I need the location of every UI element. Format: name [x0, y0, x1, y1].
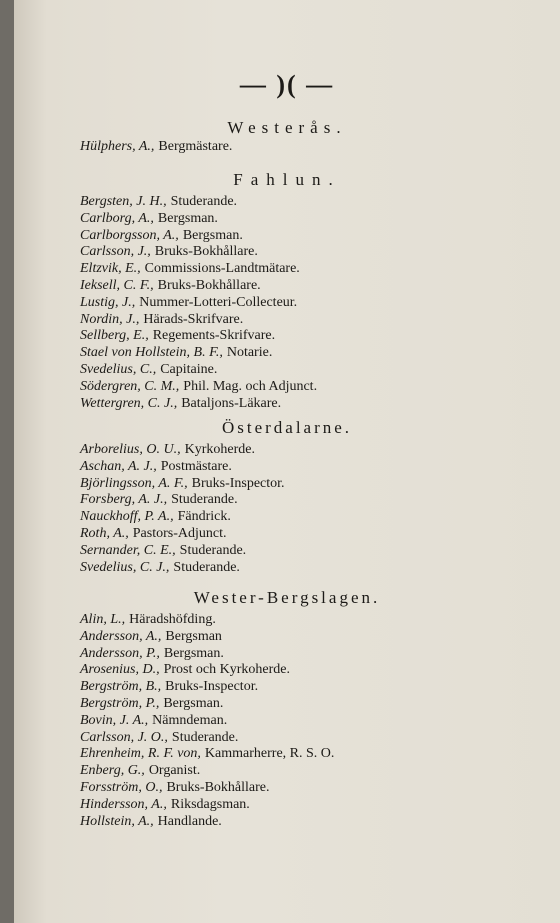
- list-item: Andersson, P., Bergsman.: [80, 645, 224, 661]
- section-osterdalarne-list: [80, 442, 285, 576]
- list-item: Nordin, J., Härads-Skrifvare.: [80, 311, 244, 327]
- list-item: Svedelius, C., Capitaine.: [80, 361, 218, 377]
- list-item: Bergsten, J. H., Studerande.: [80, 194, 238, 209]
- list-item: Carlsson, J. O., Studerande.: [80, 729, 239, 745]
- list-item: Roth, A., Pastors-Adjunct.: [80, 525, 227, 541]
- list-item: Lustig, J., Nummer-Lotteri-Collecteur.: [80, 294, 298, 310]
- list-item: Forsberg, A. J., Studerande.: [80, 492, 238, 508]
- section-title: Westerås.: [227, 118, 347, 137]
- list-item: Forsström, O., Bruks-Bokhållare.: [80, 779, 270, 795]
- list-item: Hollstein, A., Handlande.: [80, 813, 222, 829]
- list-item: Wettergren, C. J., Bataljons-Läkare.: [80, 395, 282, 411]
- list-item: Bergström, B., Bruks-Inspector.: [80, 679, 259, 695]
- list-item: Stael von Hollstein, B. F., Notarie.: [80, 345, 273, 361]
- section-fahlun-list: [80, 194, 317, 412]
- list-item: Hindersson, A., Riksdagsman.: [80, 796, 250, 812]
- section-wester-bergslagen-list: [80, 612, 334, 830]
- section-title: Fahlun.: [233, 170, 341, 189]
- section-fahlun-heading: [14, 170, 560, 190]
- list-item: Svedelius, C. J., Studerande.: [80, 559, 240, 575]
- ornament-header: — )( —: [239, 70, 335, 99]
- list-item: Carlborg, A., Bergsman.: [80, 210, 218, 226]
- list-item: Alin, L., Häradshöfding.: [80, 612, 216, 627]
- section-osterdalarne-heading: [14, 418, 560, 438]
- list-item: Carlborgsson, A., Bergsman.: [80, 227, 243, 243]
- list-item: Ieksell, C. F., Bruks-Bokhållare.: [80, 277, 261, 293]
- list-item: Aschan, A. J., Postmästare.: [80, 458, 232, 474]
- list-item: Eltzvik, E., Commissions-Landtmätare.: [80, 261, 300, 277]
- list-item: Carlsson, J., Bruks-Bokhållare.: [80, 244, 258, 260]
- list-item: Björlingsson, A. F., Bruks-Inspector.: [80, 475, 285, 491]
- book-page: [14, 0, 560, 923]
- list-item: Bovin, J. A., Nämndeman.: [80, 712, 228, 728]
- list-item: Södergren, C. M., Phil. Mag. och Adjunct.: [80, 378, 318, 394]
- list-item: Nauckhoff, P. A., Fändrick.: [80, 509, 231, 525]
- section-wester-bergslagen-heading: [14, 588, 560, 608]
- list-item: Bergström, P., Bergsman.: [80, 695, 224, 711]
- list-item: Andersson, A., Bergsman: [80, 628, 222, 644]
- list-item: Sellberg, E., Regements-Skrifvare.: [80, 328, 276, 344]
- list-item: Arborelius, O. U., Kyrkoherde.: [80, 442, 255, 457]
- list-item: Enberg, G., Organist.: [80, 763, 201, 779]
- list-item: Sernander, C. E., Studerande.: [80, 542, 247, 558]
- list-item: Hülphers, A., Bergmästare.: [80, 139, 233, 154]
- section-title: Wester-Bergslagen.: [193, 588, 381, 607]
- section-westeras-heading: [14, 118, 560, 138]
- list-item: Arosenius, D., Prost och Kyrkoherde.: [80, 662, 290, 678]
- list-item: Ehrenheim, R. F. von, Kammarherre, R. S. O.: [80, 746, 335, 762]
- section-westeras-list: [80, 139, 232, 156]
- section-title: Österdalarne.: [221, 418, 353, 437]
